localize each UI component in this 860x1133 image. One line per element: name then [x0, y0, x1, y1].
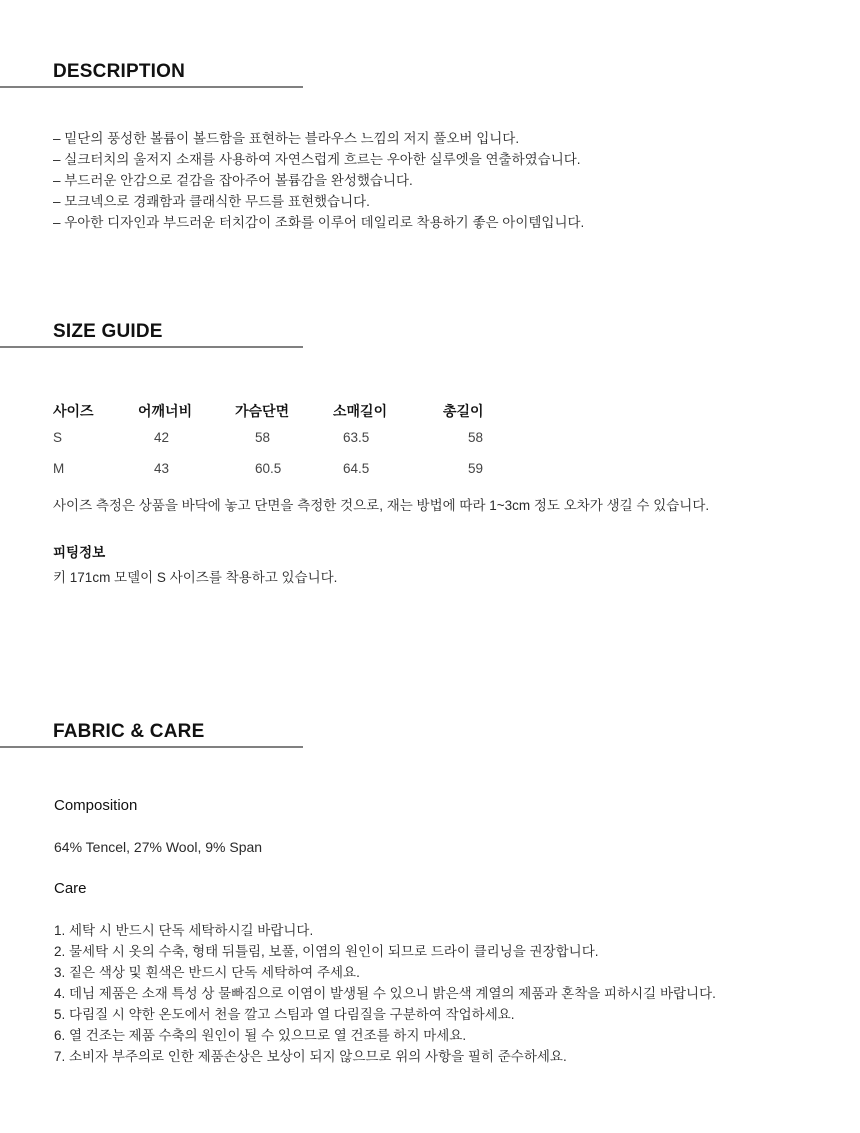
header-chest-width: 가슴단면	[235, 403, 290, 419]
sleeve-cell: 64.5	[343, 461, 370, 476]
size-table-header-row	[53, 400, 523, 422]
description-item: – 모크넥으로 경쾌함과 클래식한 무드를 표현했습니다.	[53, 194, 370, 209]
care-item: 5. 다림질 시 약한 온도에서 천을 깔고 스팀과 열 다림질을 구분하여 작업하세요.	[54, 1007, 515, 1022]
size-table	[53, 400, 523, 484]
composition-value: 64% Tencel, 27% Wool, 9% Span	[54, 839, 263, 855]
shoulder-cell: 42	[154, 430, 170, 445]
description-title: DESCRIPTION	[53, 61, 186, 82]
description-item: – 우아한 디자인과 부드러운 터치감이 조화를 이루어 데일리로 착용하기 좋은 아이템입니다.	[53, 215, 585, 230]
length-cell: 59	[468, 461, 484, 476]
chest-cell: 60.5	[255, 461, 282, 476]
sleeve-cell: 63.5	[343, 430, 370, 445]
header-size: 사이즈	[53, 403, 94, 419]
fitting-info-text: 키 171cm 모델이 S 사이즈를 착용하고 있습니다.	[53, 570, 338, 585]
header-shoulder-width: 어깨너비	[138, 403, 193, 419]
size-cell: S	[53, 430, 63, 445]
description-list	[53, 128, 584, 233]
fabric-care-divider	[0, 746, 303, 748]
description-divider	[0, 86, 303, 88]
description-item: – 실크터치의 울저지 소재를 사용하여 자연스럽게 흐르는 우아한 실루엣을 연출하였습니다.	[53, 152, 581, 167]
care-instructions-list	[54, 920, 716, 1067]
care-item: 1. 세탁 시 반드시 단독 세탁하시길 바랍니다.	[54, 923, 314, 938]
care-item: 3. 짙은 색상 및 흰색은 반드시 단독 세탁하여 주세요.	[54, 965, 360, 980]
header-total-length: 총길이	[443, 403, 484, 419]
care-item: 7. 소비자 부주의로 인한 제품손상은 보상이 되지 않으므로 위의 사항을 필히 준수하세요.	[54, 1049, 567, 1064]
table-row	[53, 453, 523, 484]
header-sleeve-length: 소매길이	[333, 403, 388, 419]
composition-label: Composition	[54, 797, 138, 814]
care-label: Care	[54, 880, 87, 897]
fitting-info-title: 피팅정보	[53, 545, 106, 560]
size-guide-title: SIZE GUIDE	[53, 321, 163, 342]
description-item: – 부드러운 안감으로 겉감을 잡아주어 볼륨감을 완성했습니다.	[53, 173, 413, 188]
size-guide-divider	[0, 346, 303, 348]
table-row	[53, 422, 523, 453]
fabric-care-title: FABRIC & CARE	[53, 721, 205, 742]
chest-cell: 58	[255, 430, 271, 445]
care-item: 2. 물세탁 시 옷의 수축, 형태 뒤틀림, 보풀, 이염의 원인이 되므로 드라이 클리닝을 권장합니다.	[54, 944, 599, 959]
length-cell: 58	[468, 430, 484, 445]
size-measurement-note: 사이즈 측정은 상품을 바닥에 놓고 단면을 측정한 것으로, 재는 방법에 따라 1~3cm 정도 오차가 생길 수 있습니다.	[53, 498, 710, 513]
care-item: 6. 열 건조는 제품 수축의 원인이 될 수 있으므로 열 건조를 하지 마세요.	[54, 1028, 467, 1043]
shoulder-cell: 43	[154, 461, 170, 476]
description-item: – 밑단의 풍성한 볼륨이 볼드함을 표현하는 블라우스 느낌의 저지 풀오버 입니다.	[53, 131, 520, 146]
size-cell: M	[53, 461, 65, 476]
care-item: 4. 데님 제품은 소재 특성 상 물빠짐으로 이염이 발생될 수 있으니 밝은색 계열의 제품과 혼착을 피하시길 바랍니다.	[54, 986, 716, 1001]
